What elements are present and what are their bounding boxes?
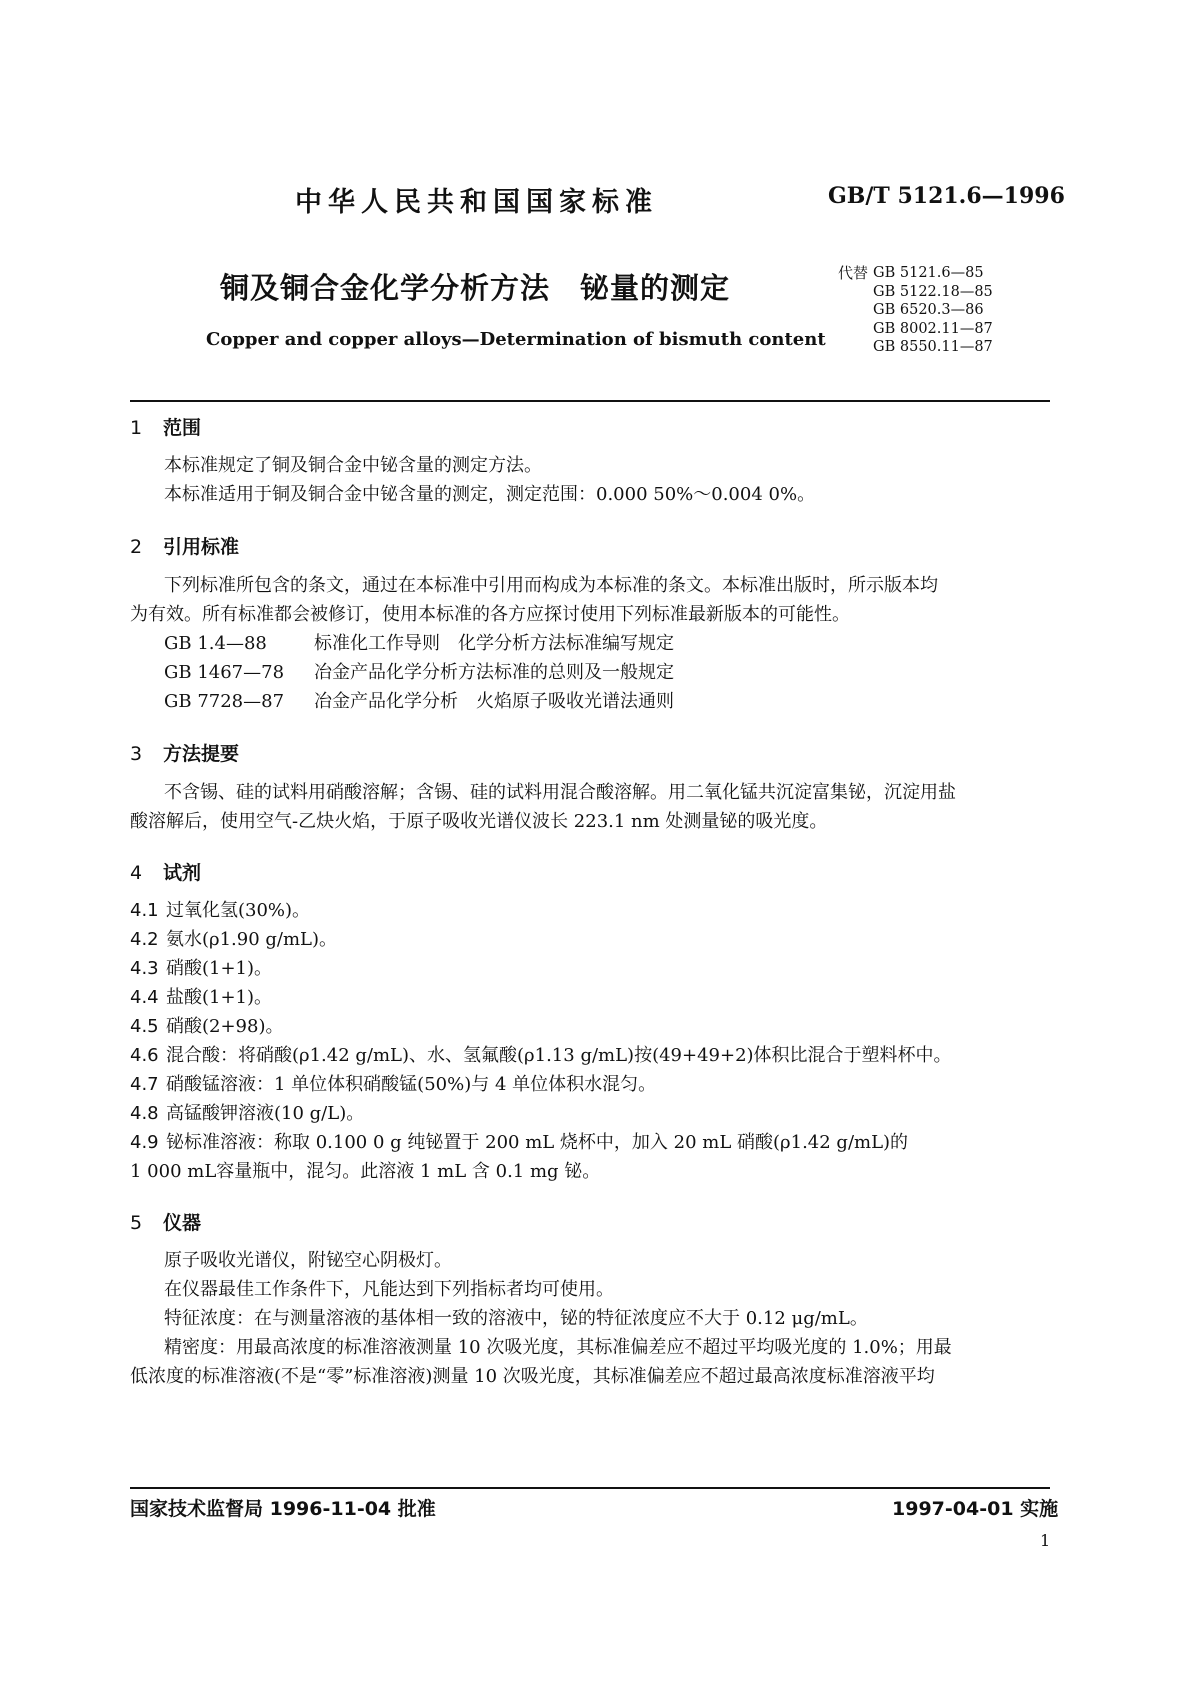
- paragraph: 原子吸收光谱仪，附铋空心阴极灯。: [164, 1250, 452, 1271]
- reagent-item: [130, 929, 337, 951]
- reagent-item-continuation: 1 000 mL容量瓶中，混匀。此溶液 1 mL 含 0.1 mg 铋。: [130, 1161, 601, 1182]
- item-number: 4.5: [130, 1016, 159, 1037]
- section-title: 试剂: [163, 862, 202, 884]
- paragraph: 低浓度的标准溶液(不是“零”标准溶液)测量 10 次吸光度，其标准偏差应不超过最高浓度标准溶液平均: [130, 1366, 935, 1387]
- item-text: 氨水(ρ1.90 g/mL)。: [166, 929, 338, 950]
- replaced-standard: GB 5122.18—85: [873, 283, 993, 300]
- item-number: 4.7: [130, 1074, 159, 1095]
- item-text: 硝酸(1+1)。: [166, 958, 273, 979]
- replaced-standard: GB 8550.11—87: [873, 339, 993, 355]
- document-title: 铜及铜合金化学分析方法 铋量的测定: [220, 271, 731, 305]
- section-title: 仪器: [163, 1212, 202, 1234]
- item-text: 硝酸(2+98)。: [166, 1016, 284, 1037]
- paragraph: 不含锡、硅的试料用硝酸溶解；含锡、硅的试料用混合酸溶解。用二氧化锰共沉淀富集铋，沉淀用盐: [164, 782, 956, 803]
- reagent-item: [130, 1016, 283, 1038]
- reagent-item: [130, 958, 272, 980]
- replaced-standard: GB 5121.6—85: [873, 265, 984, 281]
- paragraph: 在仪器最佳工作条件下，凡能达到下列指标者均可使用。: [164, 1279, 614, 1300]
- paragraph: 精密度：用最高浓度的标准溶液测量 10 次吸光度，其标准偏差应不超过平均吸光度的 1.0%；用最: [164, 1337, 952, 1358]
- reference-code: GB 1.4—88: [164, 633, 267, 654]
- section-heading-reagents: [130, 858, 201, 885]
- approval-line: 国家技术监督局 1996-11-04 批准: [130, 1498, 436, 1520]
- header-divider: [130, 400, 1050, 402]
- page-number: 1: [1040, 1531, 1051, 1550]
- item-number: 4.2: [130, 929, 159, 950]
- item-text: 混合酸：将硝酸(ρ1.42 g/mL)、水、氢氟酸(ρ1.13 g/mL)按(49+49+2)体积比混合于塑料杯中。: [166, 1045, 952, 1066]
- paragraph: 本标准适用于铜及铜合金中铋含量的测定，测定范围：0.000 50%～0.004 0%。: [164, 484, 816, 505]
- item-text: 硝酸锰溶液：1 单位体积硝酸锰(50%)与 4 单位体积水混匀。: [166, 1074, 657, 1095]
- item-text: 高锰酸钾溶液(10 g/L)。: [166, 1103, 365, 1124]
- item-number: 4.1: [130, 900, 159, 921]
- reference-title: 冶金产品化学分析方法标准的总则及一般规定: [314, 662, 674, 683]
- section-title: 方法提要: [163, 743, 240, 765]
- item-number: 4.3: [130, 958, 159, 979]
- section-number: 4: [130, 862, 143, 884]
- reagent-item: [130, 1074, 656, 1096]
- section-heading-scope: [130, 413, 201, 440]
- reference-entry: [164, 633, 674, 655]
- standard-category-title: 中华人民共和国国家标准: [295, 187, 658, 218]
- implementation-date: 1997-04-01 实施: [892, 1498, 1059, 1520]
- section-title: 引用标准: [163, 536, 240, 558]
- reference-code: GB 7728—87: [164, 691, 285, 712]
- item-number: 4.9: [130, 1132, 159, 1153]
- item-number: 4.6: [130, 1045, 159, 1066]
- replaced-standard: GB 8002.11—87: [873, 320, 993, 337]
- reference-title: 冶金产品化学分析 火焰原子吸收光谱法通则: [314, 691, 674, 712]
- item-text: 铋标准溶液：称取 0.100 0 g 纯铋置于 200 mL 烧杯中，加入 20 mL 硝酸(ρ1.42 g/mL)的: [166, 1132, 909, 1153]
- section-heading-apparatus: [130, 1208, 201, 1235]
- reagent-item: [130, 900, 310, 922]
- reference-title: 标准化工作导则 化学分析方法标准编写规定: [314, 633, 674, 654]
- paragraph: 酸溶解后，使用空气-乙炔火焰，于原子吸收光谱仪波长 223.1 nm 处测量铋的吸光度。: [130, 811, 828, 832]
- footer-divider: [130, 1487, 1050, 1489]
- english-title: Copper and copper alloys—Determination of bismuth content: [206, 329, 826, 350]
- replaced-standard: GB 6520.3—86: [873, 302, 984, 318]
- reference-entry: [164, 662, 674, 684]
- item-text: 过氧化氢(30%)。: [166, 900, 311, 921]
- paragraph: 特征浓度：在与测量溶液的基体相一致的溶液中，铋的特征浓度应不大于 0.12 μg/mL。: [164, 1308, 868, 1329]
- paragraph: 本标准规定了铜及铜合金中铋含量的测定方法。: [164, 455, 542, 476]
- standard-code: GB/T 5121.6—1996: [828, 183, 1065, 209]
- reagent-item: [130, 1045, 952, 1067]
- section-heading-references: [130, 532, 239, 559]
- paragraph: 下列标准所包含的条文，通过在本标准中引用而构成为本标准的条文。本标准出版时，所示版本均: [164, 575, 938, 596]
- reagent-item: [130, 1132, 908, 1154]
- item-number: 4.8: [130, 1103, 159, 1124]
- section-number: 3: [130, 743, 143, 765]
- replaced-standards: [838, 264, 993, 357]
- section-heading-principle: [130, 739, 239, 766]
- reagent-item: [130, 1103, 364, 1125]
- reagent-item: [130, 987, 272, 1009]
- reference-code: GB 1467—78: [164, 662, 285, 683]
- section-number: 5: [130, 1212, 143, 1234]
- item-number: 4.4: [130, 987, 159, 1008]
- section-title: 范围: [163, 417, 202, 439]
- replaces-label: 代替: [838, 264, 869, 282]
- item-text: 盐酸(1+1)。: [166, 987, 273, 1008]
- section-number: 1: [130, 417, 143, 439]
- reference-entry: [164, 691, 674, 713]
- paragraph: 为有效。所有标准都会被修订，使用本标准的各方应探讨使用下列标准最新版本的可能性。: [130, 604, 850, 625]
- section-number: 2: [130, 536, 143, 558]
